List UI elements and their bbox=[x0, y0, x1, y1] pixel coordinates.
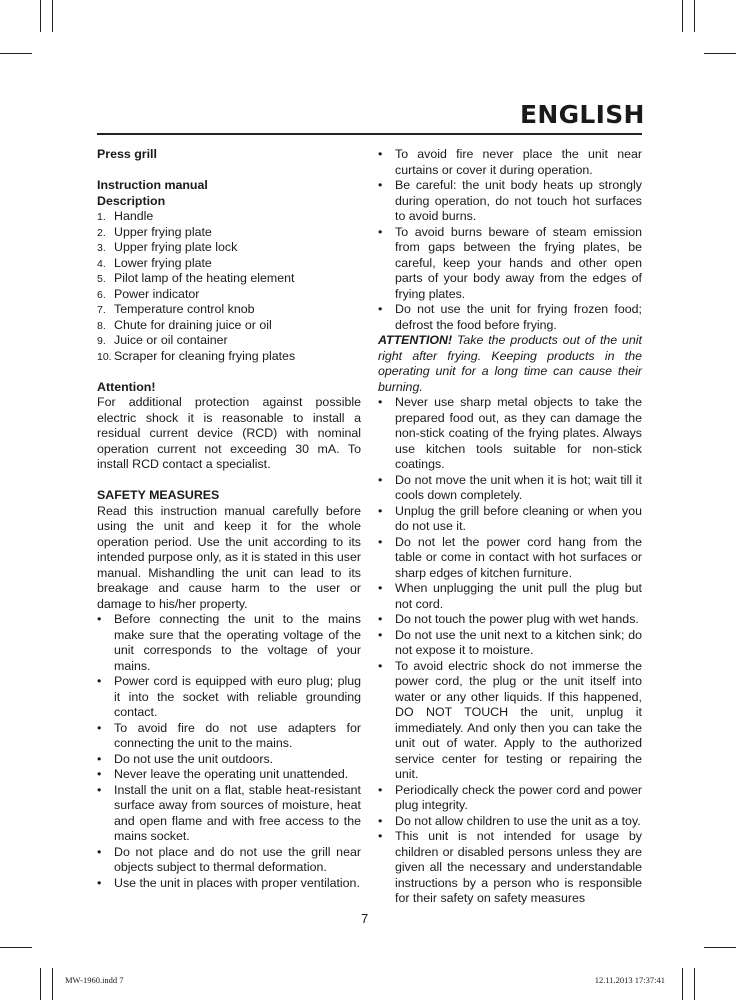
list-item: • Periodically check the power cord and power plug integrity. bbox=[378, 783, 642, 814]
list-item: • Unplug the grill before cleaning or when you do not use it. bbox=[378, 504, 642, 535]
list-item: 2. Upper frying plate bbox=[97, 224, 212, 239]
list-item: 5. Pilot lamp of the heating element bbox=[97, 271, 295, 285]
list-item: 6. Power indicator bbox=[97, 286, 200, 301]
list-item: • Power cord is equipped with euro plug; plug it into the socket with reliable grounding contact. bbox=[97, 674, 361, 721]
list-item: 8. Chute for draining juice or oil bbox=[97, 317, 272, 332]
list-item: • To avoid electric shock do not immerse the power cord, the plug or the unit itself into water or any other liquids. If this happened, DO NOT TOUCH the unit, unplug it immediately. And only then you can take the unit out of water. Apply to the authorized service center for testing or repairing the unit. bbox=[378, 659, 642, 783]
list-item: 9. Juice or oil container bbox=[97, 333, 228, 347]
attention-note bbox=[378, 333, 642, 395]
crop-mark bbox=[40, 0, 41, 32]
list-item: • When unplugging the unit pull the plug but not cord. bbox=[378, 581, 642, 612]
attention-heading: Attention! bbox=[97, 379, 156, 394]
crop-mark bbox=[0, 53, 32, 54]
product-title: Press grill bbox=[97, 147, 157, 161]
footer-timestamp: 12.11.2013 17:37:41 bbox=[594, 975, 665, 985]
crop-mark bbox=[40, 968, 41, 1000]
crop-mark bbox=[0, 947, 32, 948]
list-item: • This unit is not intended for usage by children or disabled persons unless they are given all the necessary and understandable instructions by a person who is responsible for their safety on safety measures bbox=[378, 829, 642, 907]
language-heading: ENGLISH bbox=[520, 100, 645, 129]
list-item: 3. Upper frying plate lock bbox=[97, 240, 238, 254]
attention-label: ATTENTION! bbox=[378, 333, 453, 347]
list-item: • Do not place and do not use the grill near objects subject to thermal deformation. bbox=[97, 845, 361, 876]
crop-mark bbox=[52, 0, 53, 32]
description-list bbox=[97, 209, 361, 364]
page-number: 7 bbox=[361, 911, 369, 926]
list-item: 4. Lower frying plate bbox=[97, 255, 212, 270]
list-item: • Before connecting the unit to the mains make sure that the operating voltage of the unit corresponds to the voltage of your mains. bbox=[97, 612, 361, 674]
crop-mark bbox=[704, 53, 736, 54]
description-heading: Description bbox=[97, 193, 166, 208]
attention-note-text: Take the products out of the unit right after frying. Keeping products in the operating unit for a long time can cause their burning. bbox=[378, 333, 642, 394]
list-item: 10. Scraper for cleaning frying plates bbox=[97, 348, 296, 363]
list-item: • Do not allow children to use the unit as a toy. bbox=[378, 814, 642, 830]
crop-mark bbox=[52, 968, 53, 1000]
list-item: • To avoid fire never place the unit near curtains or cover it during operation. bbox=[378, 147, 642, 178]
safety-heading: SAFETY MEASURES bbox=[97, 488, 220, 502]
right-column bbox=[378, 147, 642, 907]
list-item: • Do not let the power cord hang from the table or come in contact with hot surfaces or sharp edges of kitchen furniture. bbox=[378, 535, 642, 582]
list-item: • Do not use the unit for frying frozen food; defrost the food before frying. bbox=[378, 302, 642, 333]
attention-text: For additional protection against possible electric shock it is reasonable to install a residual current device (RCD) with nominal operation current not exceeding 30 mA. To install RCD contact a specialist. bbox=[97, 395, 361, 471]
crop-mark bbox=[694, 0, 695, 32]
list-item: • Never use sharp metal objects to take the prepared food out, as they can damage the non-stick coating of the frying plates. Always use kitchen tools suitable for non-stick coatings. bbox=[378, 395, 642, 473]
list-item: • To avoid fire do not use adapters for connecting the unit to the mains. bbox=[97, 721, 361, 752]
list-item: • To avoid burns beware of steam emission from gaps between the frying plates, be careful, keep your hands and other open parts of your body away from the edges of frying plates. bbox=[378, 225, 642, 303]
list-item: • Install the unit on a flat, stable heat-resistant surface away from sources of moisture, heat and open flame and with free access to the mains socket. bbox=[97, 783, 361, 845]
list-item: • Do not use the unit next to a kitchen sink; do not expose it to moisture. bbox=[378, 628, 642, 659]
list-item: • Do not use the unit outdoors. bbox=[97, 752, 361, 768]
crop-mark bbox=[694, 968, 695, 1000]
safety-intro: Read this instruction manual carefully before using the unit and keep it for the whole operation period. Use the unit according to its intended purpose only, as it is stated in this user manual. Mishandling the unit can lead to its breakage and cause harm to the user or damage to his/her property. bbox=[97, 503, 361, 611]
footer-filename: MW-1960.indd 7 bbox=[65, 975, 124, 985]
list-item: • Never leave the operating unit unattended. bbox=[97, 767, 361, 783]
list-item: • Do not touch the power plug with wet hands. bbox=[378, 612, 642, 628]
crop-mark bbox=[682, 968, 683, 1000]
manual-heading: Instruction manual bbox=[97, 178, 208, 192]
list-item: • Use the unit in places with proper ventilation. bbox=[97, 876, 361, 892]
crop-mark bbox=[682, 0, 683, 32]
header-rule bbox=[97, 133, 642, 135]
list-item: 1. Handle bbox=[97, 209, 154, 223]
list-item: • Be careful: the unit body heats up strongly during operation, do not touch hot surfaces to avoid burns. bbox=[378, 178, 642, 225]
left-column bbox=[97, 147, 361, 891]
crop-mark bbox=[704, 947, 736, 948]
list-item: 7. Temperature control knob bbox=[97, 302, 255, 316]
list-item: • Do not move the unit when it is hot; wait till it cools down completely. bbox=[378, 473, 642, 504]
